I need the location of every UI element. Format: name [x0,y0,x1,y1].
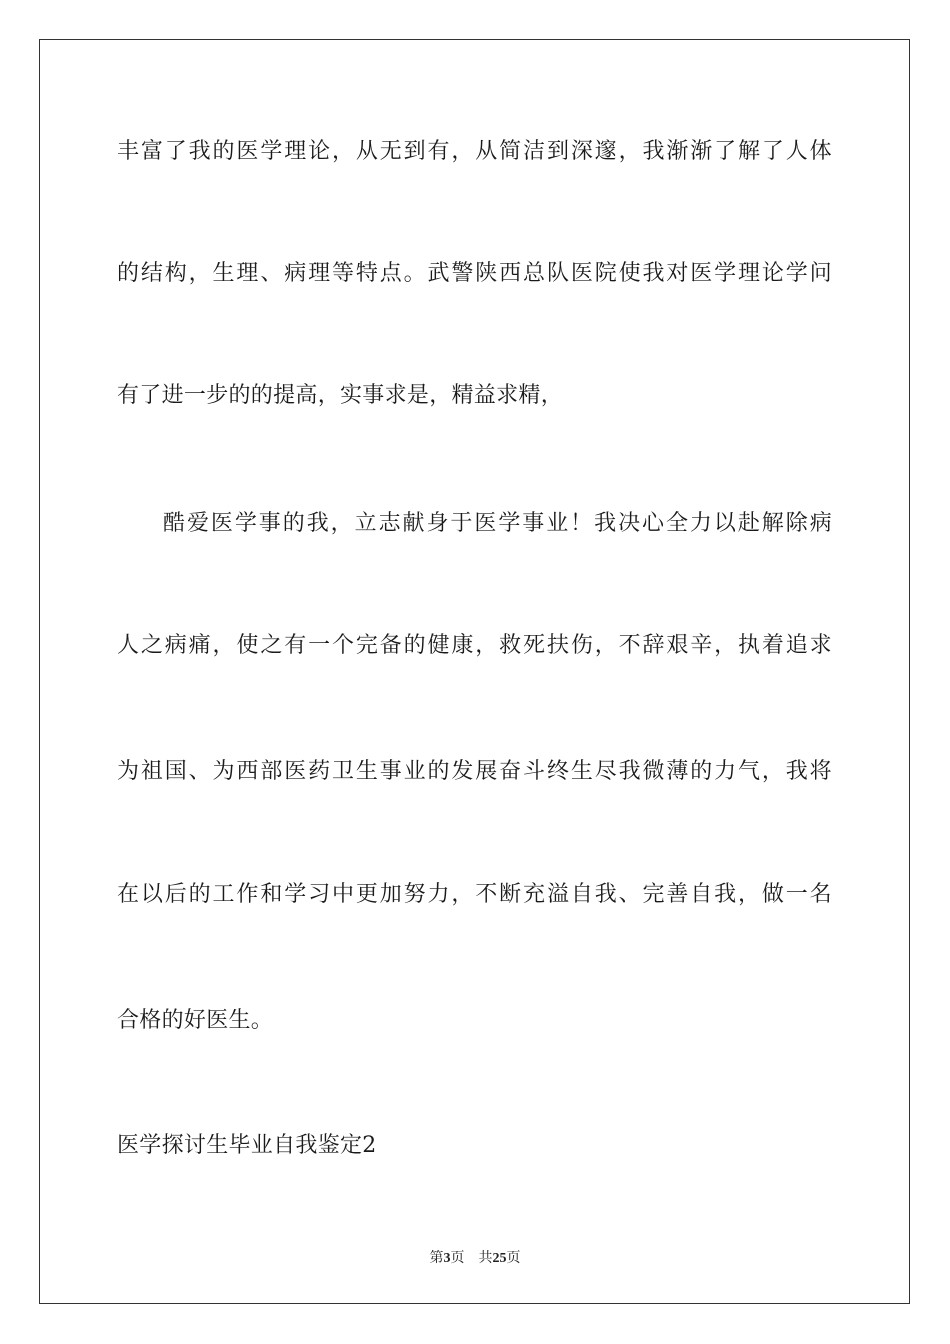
footer-page-suffix: 页 [450,1250,465,1266]
page-border [39,39,910,1304]
text-line-1: 丰富了我的医学理论，从无到有，从简洁到深邃，我渐渐了解了人体 [117,139,832,164]
footer-total-prefix: 共 [478,1250,493,1266]
footer-total-suffix: 页 [506,1250,521,1266]
text-line-6: 为祖国、为西部医药卫生事业的发展奋斗终生尽我微薄的力气，我将 [117,759,832,784]
text-line-8: 合格的好医生。 [117,1008,274,1033]
page-footer [0,1248,950,1269]
footer-page-number: 3 [443,1251,451,1266]
text-line-4-paragraph-start: 酷爱医学事的我，立志献身于医学事业！我决心全力以赴解除病 [163,511,832,536]
text-line-3: 有了进一步的的提高，实事求是，精益求精， [117,383,564,408]
text-line-7: 在以后的工作和学习中更加努力，不断充溢自我、完善自我，做一名 [117,882,832,907]
footer-total-number: 25 [492,1251,507,1266]
text-line-5: 人之病痛，使之有一个完备的健康，救死扶伤，不辞艰辛，执着追求 [117,633,832,658]
section-heading: 医学探讨生毕业自我鉴定2 [117,1133,377,1158]
footer-page-prefix: 第 [429,1250,444,1266]
text-line-2: 的结构，生理、病理等特点。武警陕西总队医院使我对医学理论学问 [117,261,832,286]
